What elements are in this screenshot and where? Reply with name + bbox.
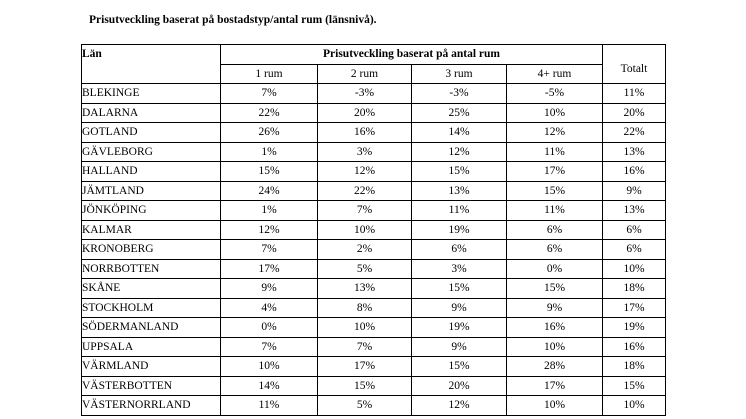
value-4-rum: 17% [507, 162, 603, 182]
value-3-rum: 12% [412, 396, 507, 416]
header-group: Prisutveckling baserat på antal rum [221, 45, 603, 65]
region-name: KRONOBERG [82, 240, 221, 260]
value-4-rum: 6% [507, 220, 603, 240]
value-4-rum: 10% [507, 103, 603, 123]
value-total: 18% [603, 279, 666, 299]
value-3-rum: 20% [412, 376, 507, 396]
header-total-top [603, 45, 666, 65]
value-2-rum: 17% [318, 357, 412, 377]
region-name: GOTLAND [82, 123, 221, 143]
value-4-rum: 9% [507, 298, 603, 318]
region-name: SKÅNE [82, 279, 221, 299]
table-body [82, 84, 666, 416]
value-4-rum: 28% [507, 357, 603, 377]
value-3-rum: -3% [412, 84, 507, 104]
table-row [82, 337, 666, 357]
region-name: GÄVLEBORG [82, 142, 221, 162]
value-4-rum: 11% [507, 142, 603, 162]
value-4-rum: 17% [507, 376, 603, 396]
value-total: 20% [603, 103, 666, 123]
header-4-rum: 4+ rum [507, 64, 603, 84]
value-3-rum: 15% [412, 162, 507, 182]
value-1-rum: 10% [221, 357, 318, 377]
value-3-rum: 12% [412, 142, 507, 162]
value-3-rum: 9% [412, 337, 507, 357]
value-3-rum: 19% [412, 318, 507, 338]
value-total: 6% [603, 220, 666, 240]
value-total: 18% [603, 357, 666, 377]
value-4-rum: 10% [507, 337, 603, 357]
value-4-rum: 16% [507, 318, 603, 338]
value-1-rum: 7% [221, 337, 318, 357]
value-4-rum: 15% [507, 181, 603, 201]
value-2-rum: 10% [318, 220, 412, 240]
region-name: DALARNA [82, 103, 221, 123]
value-1-rum: 1% [221, 142, 318, 162]
table-row [82, 396, 666, 416]
value-2-rum: 20% [318, 103, 412, 123]
table-row [82, 162, 666, 182]
region-name: UPPSALA [82, 337, 221, 357]
value-3-rum: 15% [412, 279, 507, 299]
region-name: STOCKHOLM [82, 298, 221, 318]
value-total: 19% [603, 318, 666, 338]
value-2-rum: 15% [318, 376, 412, 396]
table-row [82, 181, 666, 201]
region-name: VÄSTERNORRLAND [82, 396, 221, 416]
region-name: HALLAND [82, 162, 221, 182]
value-2-rum: 7% [318, 201, 412, 221]
value-1-rum: 0% [221, 318, 318, 338]
value-1-rum: 1% [221, 201, 318, 221]
value-3-rum: 25% [412, 103, 507, 123]
value-1-rum: 22% [221, 103, 318, 123]
value-total: 13% [603, 142, 666, 162]
region-name: JÄMTLAND [82, 181, 221, 201]
region-name: SÖDERMANLAND [82, 318, 221, 338]
value-total: 22% [603, 123, 666, 143]
region-name: VÄSTERBOTTEN [82, 376, 221, 396]
document-title: Prisutveckling baserat på bostadstyp/antal rum (länsnivå). [89, 14, 377, 26]
value-2-rum: 3% [318, 142, 412, 162]
value-total: 17% [603, 298, 666, 318]
value-1-rum: 26% [221, 123, 318, 143]
table-row [82, 142, 666, 162]
value-3-rum: 9% [412, 298, 507, 318]
value-3-rum: 14% [412, 123, 507, 143]
value-2-rum: 13% [318, 279, 412, 299]
value-4-rum: 11% [507, 201, 603, 221]
value-2-rum: 2% [318, 240, 412, 260]
value-4-rum: 15% [507, 279, 603, 299]
value-3-rum: 15% [412, 357, 507, 377]
value-2-rum: 7% [318, 337, 412, 357]
value-4-rum: 12% [507, 123, 603, 143]
value-total: 10% [603, 396, 666, 416]
value-3-rum: 6% [412, 240, 507, 260]
table-row [82, 123, 666, 143]
value-total: 6% [603, 240, 666, 260]
value-1-rum: 12% [221, 220, 318, 240]
table-row [82, 318, 666, 338]
value-2-rum: 12% [318, 162, 412, 182]
value-3-rum: 3% [412, 259, 507, 279]
table-row [82, 279, 666, 299]
value-1-rum: 7% [221, 84, 318, 104]
value-total: 9% [603, 181, 666, 201]
table-row [82, 84, 666, 104]
value-1-rum: 15% [221, 162, 318, 182]
header-1-rum: 1 rum [221, 64, 318, 84]
value-3-rum: 11% [412, 201, 507, 221]
table-row [82, 103, 666, 123]
value-2-rum: 10% [318, 318, 412, 338]
table-row [82, 376, 666, 396]
value-1-rum: 7% [221, 240, 318, 260]
value-1-rum: 9% [221, 279, 318, 299]
region-name: BLEKINGE [82, 84, 221, 104]
table-row [82, 201, 666, 221]
value-1-rum: 4% [221, 298, 318, 318]
table-row [82, 220, 666, 240]
value-2-rum: 22% [318, 181, 412, 201]
value-2-rum: 8% [318, 298, 412, 318]
price-development-table [81, 44, 666, 416]
value-4-rum: 6% [507, 240, 603, 260]
region-name: JÖNKÖPING [82, 201, 221, 221]
value-total: 16% [603, 337, 666, 357]
value-2-rum: 16% [318, 123, 412, 143]
value-1-rum: 24% [221, 181, 318, 201]
value-2-rum: -3% [318, 84, 412, 104]
header-3-rum: 3 rum [412, 64, 507, 84]
value-total: 13% [603, 201, 666, 221]
table-row [82, 357, 666, 377]
header-2-rum: 2 rum [318, 64, 412, 84]
value-4-rum: -5% [507, 84, 603, 104]
value-3-rum: 13% [412, 181, 507, 201]
header-total: Totalt [603, 64, 666, 84]
value-4-rum: 10% [507, 396, 603, 416]
value-3-rum: 19% [412, 220, 507, 240]
region-name: NORRBOTTEN [82, 259, 221, 279]
value-1-rum: 14% [221, 376, 318, 396]
value-1-rum: 11% [221, 396, 318, 416]
table-row [82, 240, 666, 260]
table-row [82, 259, 666, 279]
header-region: Län [82, 45, 221, 84]
value-total: 11% [603, 84, 666, 104]
value-total: 16% [603, 162, 666, 182]
value-2-rum: 5% [318, 396, 412, 416]
region-name: KALMAR [82, 220, 221, 240]
value-2-rum: 5% [318, 259, 412, 279]
value-total: 15% [603, 376, 666, 396]
value-4-rum: 0% [507, 259, 603, 279]
region-name: VÄRMLAND [82, 357, 221, 377]
value-total: 10% [603, 259, 666, 279]
value-1-rum: 17% [221, 259, 318, 279]
table-row [82, 298, 666, 318]
